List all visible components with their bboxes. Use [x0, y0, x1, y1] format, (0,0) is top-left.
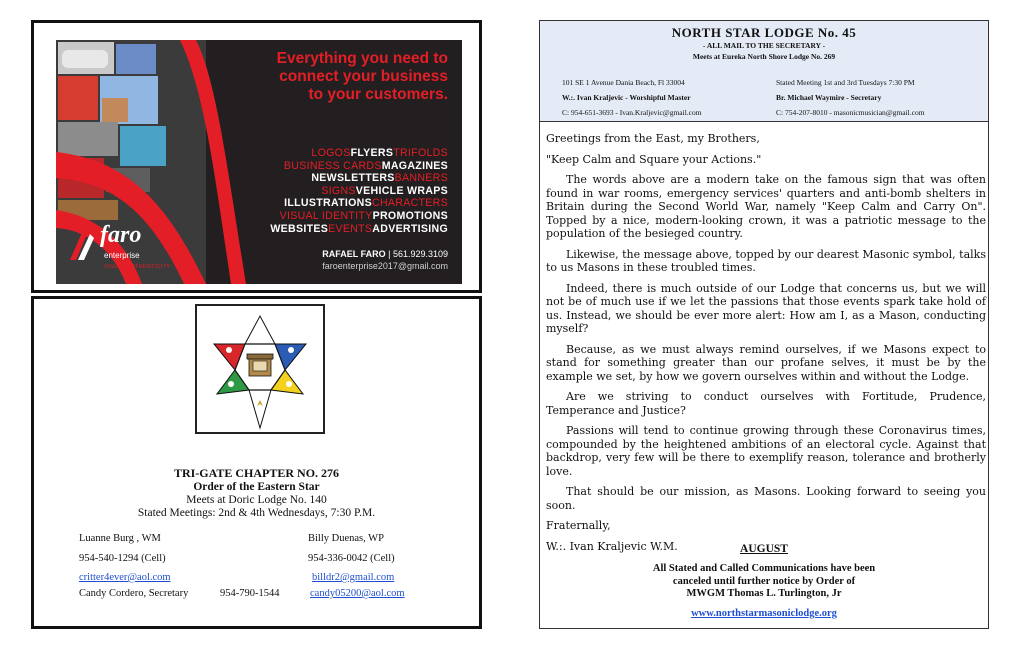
august-note-line-2: canceled until further notice by Order of [672, 575, 856, 587]
chapter-secretary-phone: 954-790-1544 [220, 588, 280, 599]
ad-services-line [228, 147, 448, 160]
lodge-address: 101 SE 1 Avenue Dania Beach, Fl 33004 [562, 78, 685, 87]
ad-contact-email: faroenterprise2017@gmail.com [322, 261, 448, 271]
ad-service-word: MAGAZINES [381, 159, 448, 172]
chapter-wm-name: Luanne Burg , WM [79, 533, 161, 544]
letter-body [546, 132, 986, 560]
ad-services-line [228, 185, 448, 198]
august-note-line-3: MWGM Thomas L. Turlington, Jr [686, 588, 842, 599]
lodge-stated-meeting: Stated Meeting 1st and 3rd Tuesdays 7:30 PM [776, 78, 915, 87]
ad-service-word: EVENTS [328, 222, 373, 235]
ad-headline [208, 50, 448, 104]
letter-greeting: Greetings from the East, my Brothers, [546, 132, 760, 145]
ad-headline-line-3: to your customers. [308, 86, 448, 103]
ad-service-word: PROMOTIONS [372, 209, 448, 222]
chapter-secretary-email-link[interactable]: candy05200@aol.com [310, 588, 405, 599]
website-link[interactable]: www.northstarmasoniclodge.org [691, 608, 837, 619]
eastern-star-icon [197, 306, 323, 432]
chapter-wm-phone: 954-540-1294 (Cell) [79, 553, 166, 564]
faro-logo [64, 220, 214, 280]
ad-service-word: BANNERS [394, 172, 448, 185]
chapter-secretary-name: Candy Cordero, Secretary [79, 588, 189, 599]
ad-headline-line-1: Everything you need to [276, 50, 448, 67]
lodge-name: NORTH STAR LODGE No. 45 [671, 25, 857, 40]
letter-signature: W.:. Ivan Kraljevic W.M. [546, 539, 678, 553]
lodge-newsletter-panel [539, 20, 989, 629]
advertisement-panel [31, 20, 482, 293]
chapter-meets: Meets at Doric Lodge No. 140 [186, 494, 327, 506]
letter-paragraph-3: Indeed, there is much outside of our Lodge that concerns us, but we will not be of much use if we let the passions that those events spark take hold of us. Instead, we should be ever more alert: How am I, as a Mason, conducting myself? [546, 281, 986, 335]
letter-paragraph-4: Because, as we must always remind ourselves, if we Masons expect to stand for something greater than our profane selves, it must be by the example we set, by how we govern ourselves within and without the Lodge. [546, 342, 986, 383]
august-note [540, 563, 988, 601]
ad-service-word: WEBSITES [270, 222, 329, 235]
ad-services-line [228, 160, 448, 173]
ad-separator: | [388, 249, 393, 259]
chapter-stated-meetings: Stated Meetings: 2nd & 4th Wednesdays, 7:30 P.M. [137, 507, 376, 519]
eastern-star-emblem [195, 304, 325, 434]
chapter-wm-email-link[interactable]: critter4ever@aol.com [79, 572, 171, 583]
chapter-wp-email-link[interactable]: billdr2@gmail.com [312, 572, 395, 583]
ad-service-word: VEHICLE WRAPS [355, 184, 448, 197]
ad-logo-tag: VISUAL AUTHENTICITY [104, 264, 171, 270]
ad-contact-name: RAFAEL FARO [322, 249, 386, 259]
ad-service-word: VISUAL IDENTITY [279, 209, 373, 222]
ad-service-word: BUSINESS CARDS [283, 159, 382, 172]
ad-contact [228, 248, 448, 272]
ad-service-word: ILLUSTRATIONS [284, 197, 372, 210]
lodge-master: W.:. Ivan Kraljevic - Worshipful Master [562, 93, 691, 102]
ad-service-word: TRIFOLDS [393, 147, 448, 159]
chapter-wp-phone: 954-336-0042 (Cell) [308, 553, 395, 564]
ad-contact-line [228, 248, 448, 260]
letter-motto: "Keep Calm and Square your Actions." [546, 152, 762, 166]
lodge-mail-note: - ALL MAIL TO THE SECRETARY - [702, 41, 826, 50]
ad-service-word: LOGOS [311, 147, 351, 159]
chapter-wp-name: Billy Duenas, WP [308, 533, 384, 544]
ad-service-word: ADVERTISING [372, 222, 448, 235]
ad-services-line [228, 223, 448, 236]
ad-headline-line-2: connect your business [279, 68, 448, 85]
ad-service-word: FLYERS [350, 147, 394, 159]
letter-closing: Fraternally, [546, 519, 611, 532]
ad-services-list [228, 147, 448, 235]
lodge-secretary: Br. Michael Waymire - Secretary [776, 93, 882, 102]
ad-services-line [228, 172, 448, 185]
letter-paragraph-1: The words above are a modern take on the famous sign that was often found in war rooms, emergency services' quarters and anti-bomb shelters in Britain during the Second World War, namely "Keep Calm and Carry On". Topped by a nice, modern-looking crown, it was a patriotic message to the population of the besieged country. [546, 173, 986, 240]
letter-paragraph-6: Passions will tend to continue growing through these Coronavirus times, compounded by the heightened ambitions of an electoral cycle. Against that backdrop, very few will be there to exemplify reason, tolerance and brotherly love. [546, 424, 986, 478]
ad-service-word: CHARACTERS [372, 197, 448, 210]
ad-contact-phone: 561.929.3109 [392, 249, 448, 259]
ad-banner [56, 40, 462, 284]
august-note-line-1: All Stated and Called Communications have been [652, 563, 876, 574]
ad-services-line [228, 197, 448, 210]
chapter-subtitle: Order of the Eastern Star [193, 481, 320, 493]
chapter-panel [31, 296, 482, 629]
lodge-header [540, 21, 988, 122]
website-link-container [540, 608, 988, 619]
letter-paragraph-2: Likewise, the message above, topped by our dearest Masonic symbol, talks to us Masons in these troubled times. [546, 247, 986, 274]
ad-logo-word: faro [100, 222, 142, 248]
ad-logo-sub: enterprise [104, 251, 140, 260]
ad-service-word: SIGNS [321, 184, 356, 197]
august-heading [540, 543, 988, 555]
faro-logo-mark-icon [64, 220, 104, 270]
ad-services-line [228, 210, 448, 223]
lodge-master-contact: C: 954-651-3693 - Ivan.Kraljevic@gmail.com [562, 108, 702, 117]
lodge-meets: Meets at Eureka North Shore Lodge No. 269 [692, 52, 836, 61]
ad-service-word: NEWSLETTERS [311, 172, 395, 185]
lodge-secretary-contact: C: 754-207-8010 - masonicmusician@gmail.com [776, 108, 925, 117]
august-title: AUGUST [740, 543, 788, 555]
letter-paragraph-5: Are we striving to conduct ourselves with Fortitude, Prudence, Temperance and Justice? [546, 390, 986, 417]
letter-paragraph-7: That should be our mission, as Masons. Looking forward to seeing you soon. [546, 485, 986, 512]
chapter-title: TRI-GATE CHAPTER NO. 276 [173, 466, 340, 480]
